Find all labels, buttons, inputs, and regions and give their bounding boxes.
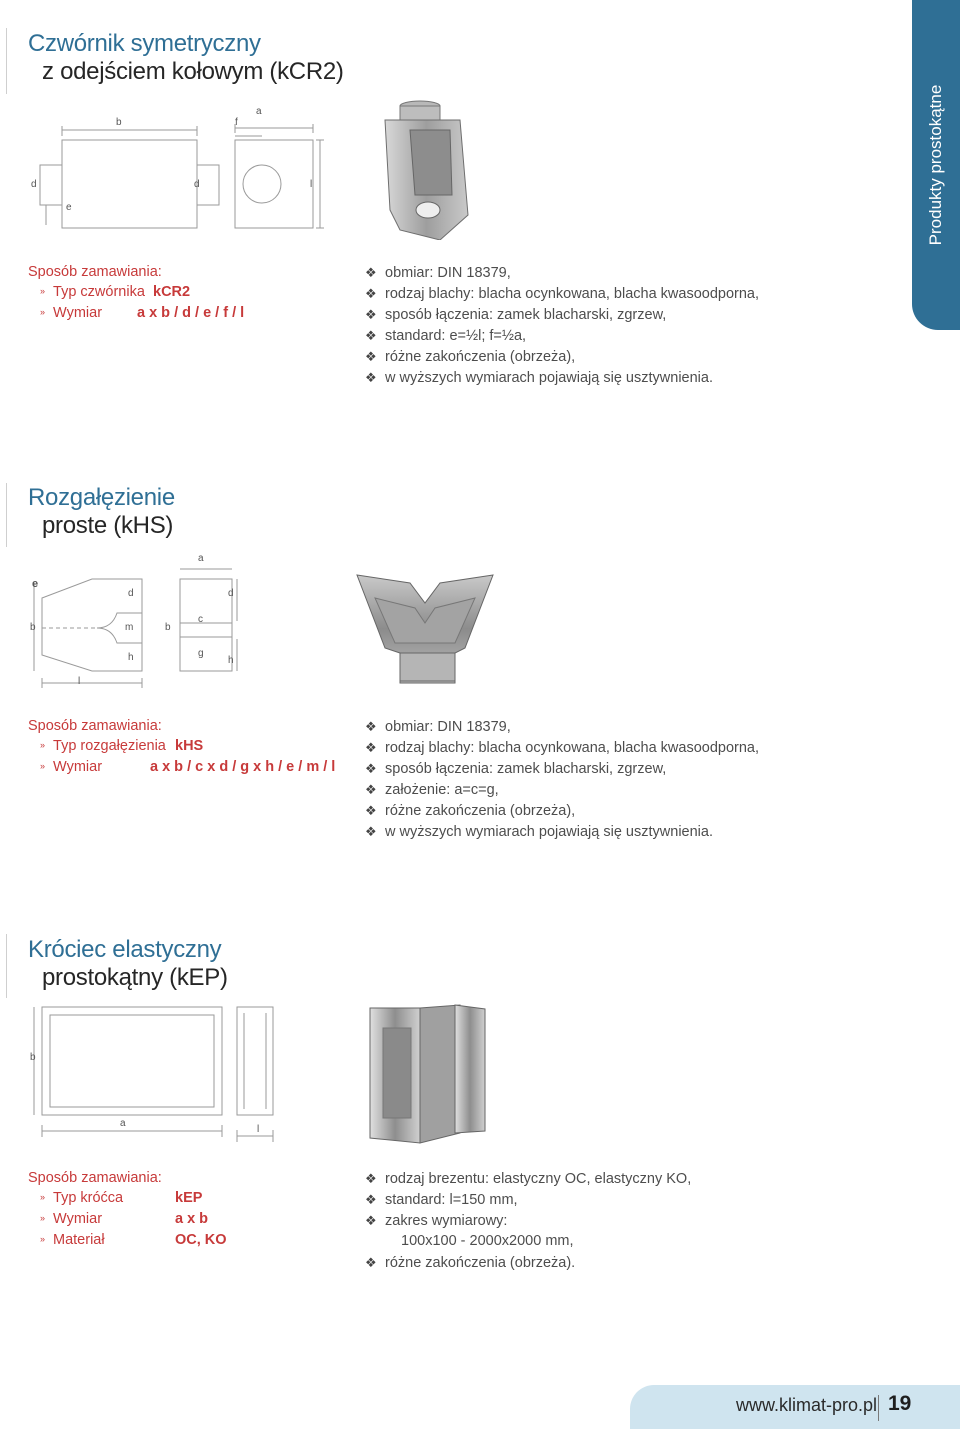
dim-label-a: a [198,553,204,564]
dim-label-a: a [256,106,262,117]
bullet-icon: ❖ [365,265,377,280]
section-title-line2: z odejściem kołowym (kCR2) [42,58,344,85]
order-row-label: Typ czwórnika [53,284,145,300]
kcr2-product-photo [380,100,470,240]
order-row-label: Wymiar [53,1211,103,1227]
dim-label-e: e [66,202,72,213]
dim-label-m: m [125,622,134,633]
bullet-icon: ❖ [365,286,377,301]
section-divider [6,934,7,998]
bullet-icon: ❖ [365,719,377,734]
bullet-icon: ❖ [365,761,377,776]
list-item: ❖ w wyższych wymiarach pojawiają się usztywnienia. [365,821,785,842]
side-category-tab [912,0,960,330]
section-title-line2: prostokątny (kEP) [42,964,228,991]
page-footer [630,1385,960,1429]
list-item: ❖ różne zakończenia (obrzeża), [365,346,785,367]
order-row-label: Typ króćca [53,1190,124,1206]
order-row-value: kHS [175,738,204,754]
bullet-icon: ❖ [365,824,377,839]
list-item-continuation: 100x100 - 2000x2000 mm, [401,1233,574,1249]
dim-label-l: l [78,676,81,687]
bullet-icon: ❖ [365,740,377,755]
dim-label-c: c [198,614,203,625]
list-item: ❖ założenie: a=c=g, [365,779,785,800]
dim-label-d: d [194,179,200,190]
order-row-value: a x b / c x d / g x h / e / m / l [150,759,336,775]
side-tab-label: Produkty prostokątne [926,84,945,246]
order-heading: Sposób zamawiania: [28,264,162,280]
section-title-line1: Króciec elastyczny [28,936,222,963]
dim-label-d: d [31,179,37,190]
list-item: ❖ rodzaj blachy: blacha ocynkowana, blacha kwasoodporna, [365,283,785,304]
list-item: ❖ rodzaj blachy: blacha ocynkowana, blacha kwasoodporna, [365,737,785,758]
list-item: ❖ w wyższych wymiarach pojawiają się usztywnienia. [365,367,785,388]
bullet-icon: ❖ [365,803,377,818]
bullet-icon: ❖ [365,1192,377,1207]
list-item: ❖ standard: e=½l; f=½a, [365,325,785,346]
order-row-value: a x b [175,1211,209,1227]
section-divider [6,483,7,547]
bullet-icon: ❖ [365,1171,377,1186]
order-row-value: OC, KO [175,1232,227,1248]
order-row-value: kCR2 [153,284,191,300]
khs-technical-drawing [22,553,252,693]
dim-label-l: l [257,1124,260,1135]
kep-technical-drawing [22,1003,292,1143]
list-item: ❖ sposób łączenia: zamek blacharski, zgrzew, [365,758,785,779]
dim-label-h: h [128,652,134,663]
feature-list [365,262,785,388]
section-title-line2: proste (kHS) [42,512,174,539]
khs-product-photo [355,573,495,688]
order-row: » Typ rozgałęzienia kHS [40,738,204,754]
dim-label-b: b [116,117,122,128]
list-item: ❖ różne zakończenia (obrzeża), [365,800,785,821]
list-item: ❖ sposób łączenia: zamek blacharski, zgrzew, [365,304,785,325]
page-number: 19 [888,1392,912,1415]
order-heading: Sposób zamawiania: [28,718,162,734]
order-row-label: Wymiar [53,759,103,775]
list-item: ❖ obmiar: DIN 18379, [365,716,785,737]
dim-label-b: b [30,622,36,633]
order-heading: Sposób zamawiania: [28,1170,162,1186]
bullet-icon: ❖ [365,370,377,385]
bullet-icon: ❖ [365,1255,377,1270]
dim-label-l: l [310,179,313,190]
order-row: » Wymiar a x b / c x d / g x h / e / m / l [40,759,336,775]
section-title-line1: Czwórnik symetryczny [28,30,261,57]
feature-list [365,716,785,842]
order-row-value: a x b / d / e / f / l [137,305,245,321]
order-row-label: Wymiar [53,305,103,321]
dim-label-a: a [120,1118,126,1129]
order-row: » Wymiar a x b / d / e / f / l [40,305,245,321]
feature-list [365,1168,785,1273]
list-item: ❖ zakres wymiarowy: [365,1210,785,1231]
list-item: ❖ obmiar: DIN 18379, [365,262,785,283]
kcr2-technical-drawing [22,100,332,235]
list-item: ❖ standard: l=150 mm, [365,1189,785,1210]
bullet-icon: ❖ [365,782,377,797]
section-divider [6,28,7,94]
bullet-icon: ❖ [365,1213,377,1228]
section-title-line1: Rozgałęzienie [28,484,175,511]
order-row: » Typ króćca kEP [40,1190,203,1206]
bullet-icon: ❖ [365,307,377,322]
bullet-icon: ❖ [365,349,377,364]
dim-label-f: f [235,117,238,128]
order-row-value: kEP [175,1190,203,1206]
footer-divider [878,1395,879,1421]
list-item: ❖ różne zakończenia (obrzeża). [365,1252,785,1273]
kep-product-photo [365,1003,490,1146]
order-row: » Materiał OC, KO [40,1232,227,1248]
dim-label-e: e [32,578,39,590]
list-item: ❖ rodzaj brezentu: elastyczny OC, elastyczny KO, [365,1168,785,1189]
order-row: » Wymiar a x b [40,1211,209,1227]
dim-label-h: h [228,655,234,666]
order-row-label: Materiał [53,1232,105,1248]
bullet-icon: ❖ [365,328,377,343]
dim-label-g: g [198,648,204,659]
footer-website-link[interactable]: www.klimat-pro.pl [736,1395,878,1415]
dim-label-d: d [228,588,234,599]
order-row-label: Typ rozgałęzienia [53,738,166,754]
dim-label-d: d [128,588,134,599]
dim-label-b: b [165,622,171,633]
dim-label-b: b [30,1052,36,1063]
order-row: » Typ czwórnika kCR2 [40,284,191,300]
